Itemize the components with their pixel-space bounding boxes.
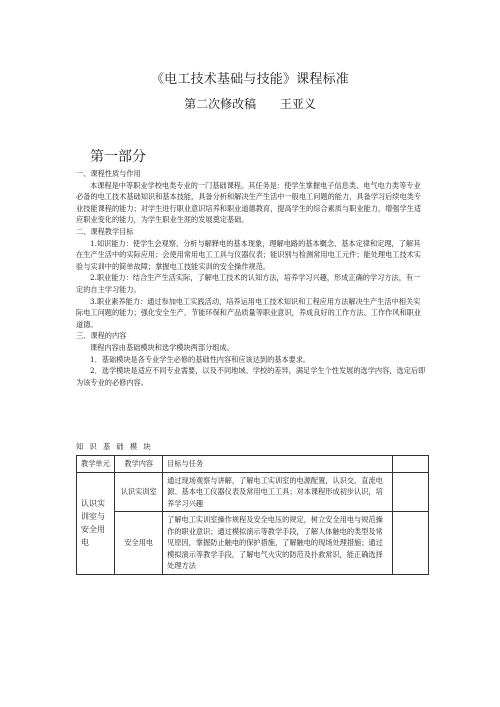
section-paragraph: 本课程是中等职业学校电类专业的一门基础课程。其任务是：使学生掌握电子信息类、电气电力类等专业必备的电工技术基础知识和基本技能，具备分析和解决生产生活中一般电工问题的能力，具备学习后续电类专业技能课程的能力；对学生进行职业意识培养和职业道德教育，提高学生的综合素质与职业能力，增强学生适应职业变化的能力，为学生职业生涯的发展奠定基础。: [76, 180, 422, 225]
section-heading: 二、课程教学目标: [76, 226, 134, 236]
document-body: [76, 168, 426, 388]
section-paragraph: 2．选学模块是适应不同专业需要，以及不同地域、学校的差异，满足学生个性发展的选学内容，选定后即为该专业的必修内容。: [76, 366, 426, 387]
header-cell-goals: 目标与任务: [163, 456, 393, 473]
content-cell: 认识实训室: [115, 472, 163, 512]
table-row: [77, 472, 429, 512]
section-paragraph: 课程内容由基础模块和选学模块两部分组成。: [90, 342, 234, 352]
table-caption: 知 识 基 础 模 块: [76, 442, 153, 451]
document-title: 《电工技术基础与技能》课程标准: [150, 72, 349, 87]
table-row: [77, 512, 429, 575]
section-paragraph: 1．基础模块是各专业学生必修的基础性内容和应该达到的基本要求。: [90, 354, 311, 364]
goals-cell: 了解电工实训室操作规程及安全电压的规定，树立安全用电与规范操作的职业意识；通过模拟演示等教学手段，了解人体触电的类型及常见原因，掌握防止触电的保护措施，了解触电的现场处理措施；通过模拟演示等教学手段，了解电气火灾的防范及扑救常识，能正确选择处理方法: [163, 512, 393, 575]
document-subtitle: [0, 95, 500, 112]
table-header-row: [77, 456, 429, 473]
empty-cell: [392, 472, 428, 512]
section-heading: 一、课程性质与作用: [76, 169, 141, 178]
empty-cell: [392, 512, 428, 575]
unit-name-cell: 认识实训室与安全用电: [77, 472, 115, 574]
header-cell-empty: [392, 456, 428, 473]
goals-cell: 通过现场观察与讲解，了解电工实训室的电源配置，认识交、直流电源、基本电工仪器仪表及常用电工工具；对本课程形成初步认识，培养学习兴趣: [163, 472, 393, 512]
content-cell: 安全用电: [115, 512, 163, 575]
section-paragraph: 1.知识能力：使学生会观察、分析与解释电的基本现象，理解电路的基本概念、基本定律和定理，了解其在生产生活中的实际应用；会使用常用电工工具与仪器仪表；能识别与检测常用电工元件；能处理电工技术实验与实训中的简单故障；掌握电工技能实训的安全操作规范。: [76, 238, 422, 271]
curriculum-table: [76, 455, 429, 575]
header-cell-content: 教学内容: [115, 456, 163, 473]
section-heading: 三、课程的内容: [76, 331, 127, 341]
header-cell-unit: 教学单元: [77, 456, 115, 473]
section-paragraph: 3.职业素养能力：通过参加电工实践活动，培养运用电工技术知识和工程应用方法解决生产生活中相关实际电工问题的能力；强化安全生产、节能环保和产品质量等职业意识，养成良好的工作方法、工作作风和职业道德。: [76, 296, 422, 329]
author-name: 王亚义: [279, 97, 316, 111]
revision-label: 第二次修改稿: [184, 97, 257, 111]
section-paragraph: 2.职业能力：结合生产生活实际，了解电工技术的认知方法，培养学习兴趣，形成正确的学习方法，有一定的自主学习能力。: [76, 273, 421, 294]
part-heading: 第一部分: [90, 149, 146, 165]
